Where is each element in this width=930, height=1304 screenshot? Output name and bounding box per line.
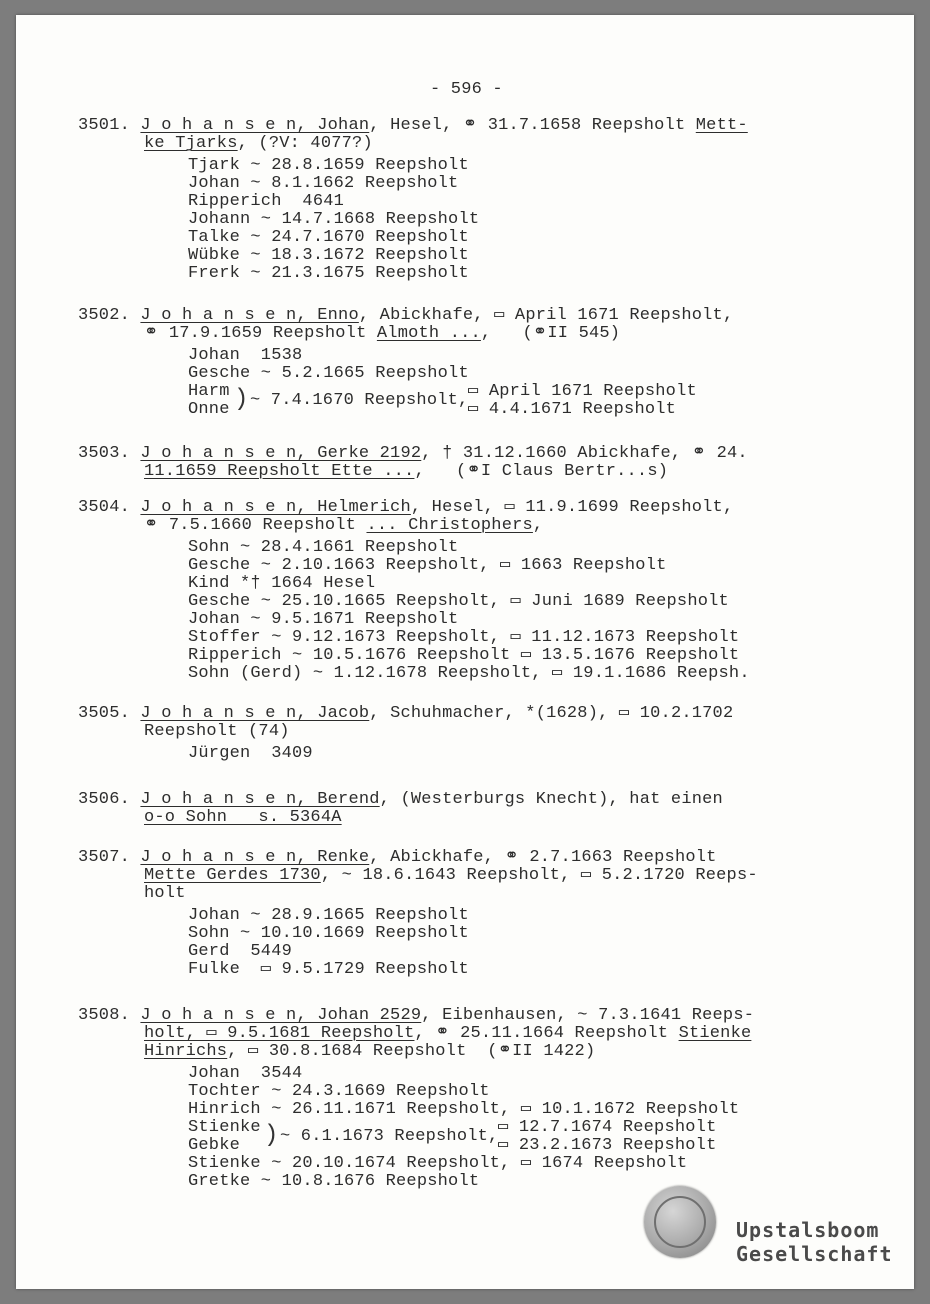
child-entry: Johan ~ 9.5.1671 Reepsholt xyxy=(188,610,459,629)
twin-name: Stienke xyxy=(188,1118,261,1137)
child-entry: Ripperich ~ 10.5.1676 Reepsholt ▭ 13.5.1676 Reepsholt xyxy=(188,646,740,665)
entry-3507-line: 3507. J o h a n s e n, Renke, Abickhafe, ⚭ 2.7.1663 Reepsholt xyxy=(78,848,717,867)
child-entry: Jürgen 3409 xyxy=(188,744,313,763)
child-entry: Sohn ~ 10.10.1669 Reepsholt xyxy=(188,924,469,943)
twin-baptism: ~ 7.4.1670 Reepsholt, xyxy=(250,391,469,410)
entry-3504-line: ⚭ 7.5.1660 Reepsholt ... Christophers, xyxy=(144,516,544,535)
underlined-name: Mette Gerdes 1730 xyxy=(144,866,321,885)
child-entry: Johann ~ 14.7.1668 Reepsholt xyxy=(188,210,480,229)
twin-brace: ) xyxy=(264,1122,279,1149)
child-entry: Johan 3544 xyxy=(188,1064,303,1083)
underlined-name: J o h a n s e n, Berend xyxy=(140,790,380,809)
child-entry: Sohn ~ 28.4.1661 Reepsholt xyxy=(188,538,459,557)
child-entry: Gesche ~ 5.2.1665 Reepsholt xyxy=(188,364,469,383)
entry-3505-line: Reepsholt (74) xyxy=(144,722,290,741)
child-entry: Kind *† 1664 Hesel xyxy=(188,574,376,593)
child-entry: Stienke ~ 20.10.1674 Reepsholt, ▭ 1674 Reepsholt xyxy=(188,1154,688,1173)
entry-3507-line: Mette Gerdes 1730, ~ 18.6.1643 Reepsholt, ▭ 5.2.1720 Reeps- xyxy=(144,866,758,885)
entry-3503-line: 11.1659 Reepsholt Ette ..., (⚭I Claus Bertr...s) xyxy=(144,462,669,481)
brand-line-2: Gesellschaft xyxy=(736,1242,893,1266)
twin-name: Harm xyxy=(188,382,230,401)
child-entry: Hinrich ~ 26.11.1671 Reepsholt, ▭ 10.1.1672 Reepsholt xyxy=(188,1100,740,1119)
underlined-name: Stienke xyxy=(678,1024,752,1043)
underlined-name: holt, ▭ 9.5.1681 Reepsholt xyxy=(144,1024,415,1043)
child-entry: Sohn (Gerd) ~ 1.12.1678 Reepsholt, ▭ 19.1.1686 Reepsh. xyxy=(188,664,750,683)
child-entry: Gesche ~ 2.10.1663 Reepsholt, ▭ 1663 Reepsholt xyxy=(188,556,667,575)
child-entry: Johan ~ 28.9.1665 Reepsholt xyxy=(188,906,469,925)
twin-name: Gebke xyxy=(188,1136,241,1155)
entry-3505-line: 3505. J o h a n s e n, Jacob, Schuhmacher, *(1628), ▭ 10.2.1702 xyxy=(78,704,734,723)
twin-burial: ▭ April 1671 Reepsholt xyxy=(468,382,697,401)
entry-3504-line: 3504. J o h a n s e n, Helmerich, Hesel, ▭ 11.9.1699 Reepsholt, xyxy=(78,498,734,517)
entry-3501-line: 3501. J o h a n s e n, Johan, Hesel, ⚭ 31.7.1658 Reepsholt Mett- xyxy=(78,116,748,135)
underlined-name: J o h a n s e n, Jacob xyxy=(140,704,370,723)
entry-3503-line: 3503. J o h a n s e n, Gerke 2192, † 31.12.1660 Abickhafe, ⚭ 24. xyxy=(78,444,748,463)
child-entry: Frerk ~ 21.3.1675 Reepsholt xyxy=(188,264,469,283)
underlined-name: J o h a n s e n, Helmerich xyxy=(140,498,411,517)
brand-line-1: Upstalsboom xyxy=(736,1218,880,1242)
underlined-name: J o h a n s e n, Johan xyxy=(140,116,370,135)
child-entry: Gretke ~ 10.8.1676 Reepsholt xyxy=(188,1172,480,1191)
child-entry: Gesche ~ 25.10.1665 Reepsholt, ▭ Juni 1689 Reepsholt xyxy=(188,592,729,611)
child-entry: Tochter ~ 24.3.1669 Reepsholt xyxy=(188,1082,490,1101)
entry-3502-line: ⚭ 17.9.1659 Reepsholt Almoth ..., (⚭II 545) xyxy=(144,324,621,343)
child-entry: Stoffer ~ 9.12.1673 Reepsholt, ▭ 11.12.1673 Reepsholt xyxy=(188,628,740,647)
twin-burial: ▭ 4.4.1671 Reepsholt xyxy=(468,400,677,419)
underlined-name: o-o Sohn s. 5364A xyxy=(144,808,342,827)
underlined-name: Hinrichs xyxy=(144,1042,228,1061)
underlined-name: J o h a n s e n, Renke xyxy=(140,848,370,867)
page-number: - 596 - xyxy=(430,80,503,99)
child-entry: Talke ~ 24.7.1670 Reepsholt xyxy=(188,228,469,247)
twin-baptism: ~ 6.1.1673 Reepsholt, xyxy=(280,1127,499,1146)
underlined-name: J o h a n s e n, Johan 2529 xyxy=(140,1006,422,1025)
entry-3508-line: 3508. J o h a n s e n, Johan 2529, Eibenhausen, ~ 7.3.1641 Reeps- xyxy=(78,1006,755,1025)
underlined-name: ke Tjarks xyxy=(144,134,238,153)
twin-burial: ▭ 12.7.1674 Reepsholt xyxy=(498,1118,717,1137)
child-entry: Wübke ~ 18.3.1672 Reepsholt xyxy=(188,246,469,265)
underlined-name: J o h a n s e n, Enno xyxy=(140,306,359,325)
child-entry: Gerd 5449 xyxy=(188,942,293,961)
underlined-name: J o h a n s e n, Gerke 2192 xyxy=(140,444,422,463)
entry-3508-line: holt, ▭ 9.5.1681 Reepsholt, ⚭ 25.11.1664 Reepsholt Stienke xyxy=(144,1024,752,1043)
seal-icon xyxy=(644,1186,716,1258)
underlined-name: 11.1659 Reepsholt Ette ... xyxy=(144,462,415,481)
twin-burial: ▭ 23.2.1673 Reepsholt xyxy=(498,1136,717,1155)
underlined-name: ... Christophers xyxy=(366,516,533,535)
entry-3501-line: ke Tjarks, (?V: 4077?) xyxy=(144,134,373,153)
twin-brace: ) xyxy=(234,386,249,413)
child-entry: Fulke ▭ 9.5.1729 Reepsholt xyxy=(188,960,469,979)
underlined-name: Mett- xyxy=(695,116,748,135)
child-entry: Johan ~ 8.1.1662 Reepsholt xyxy=(188,174,459,193)
underlined-name: Almoth ... xyxy=(376,324,481,343)
entry-3507-line: holt xyxy=(144,884,186,903)
entry-3502-line: 3502. J o h a n s e n, Enno, Abickhafe, ▭ April 1671 Reepsholt, xyxy=(78,306,734,325)
child-entry: Johan 1538 xyxy=(188,346,303,365)
entry-3508-line: Hinrichs, ▭ 30.8.1684 Reepsholt (⚭II 1422) xyxy=(144,1042,596,1061)
entry-3506-line: 3506. J o h a n s e n, Berend, (Westerburgs Knecht), hat einen xyxy=(78,790,723,809)
child-entry: Ripperich 4641 xyxy=(188,192,345,211)
child-entry: Tjark ~ 28.8.1659 Reepsholt xyxy=(188,156,469,175)
document-page xyxy=(16,15,914,1289)
twin-name: Onne xyxy=(188,400,230,419)
entry-3506-line xyxy=(144,809,342,827)
